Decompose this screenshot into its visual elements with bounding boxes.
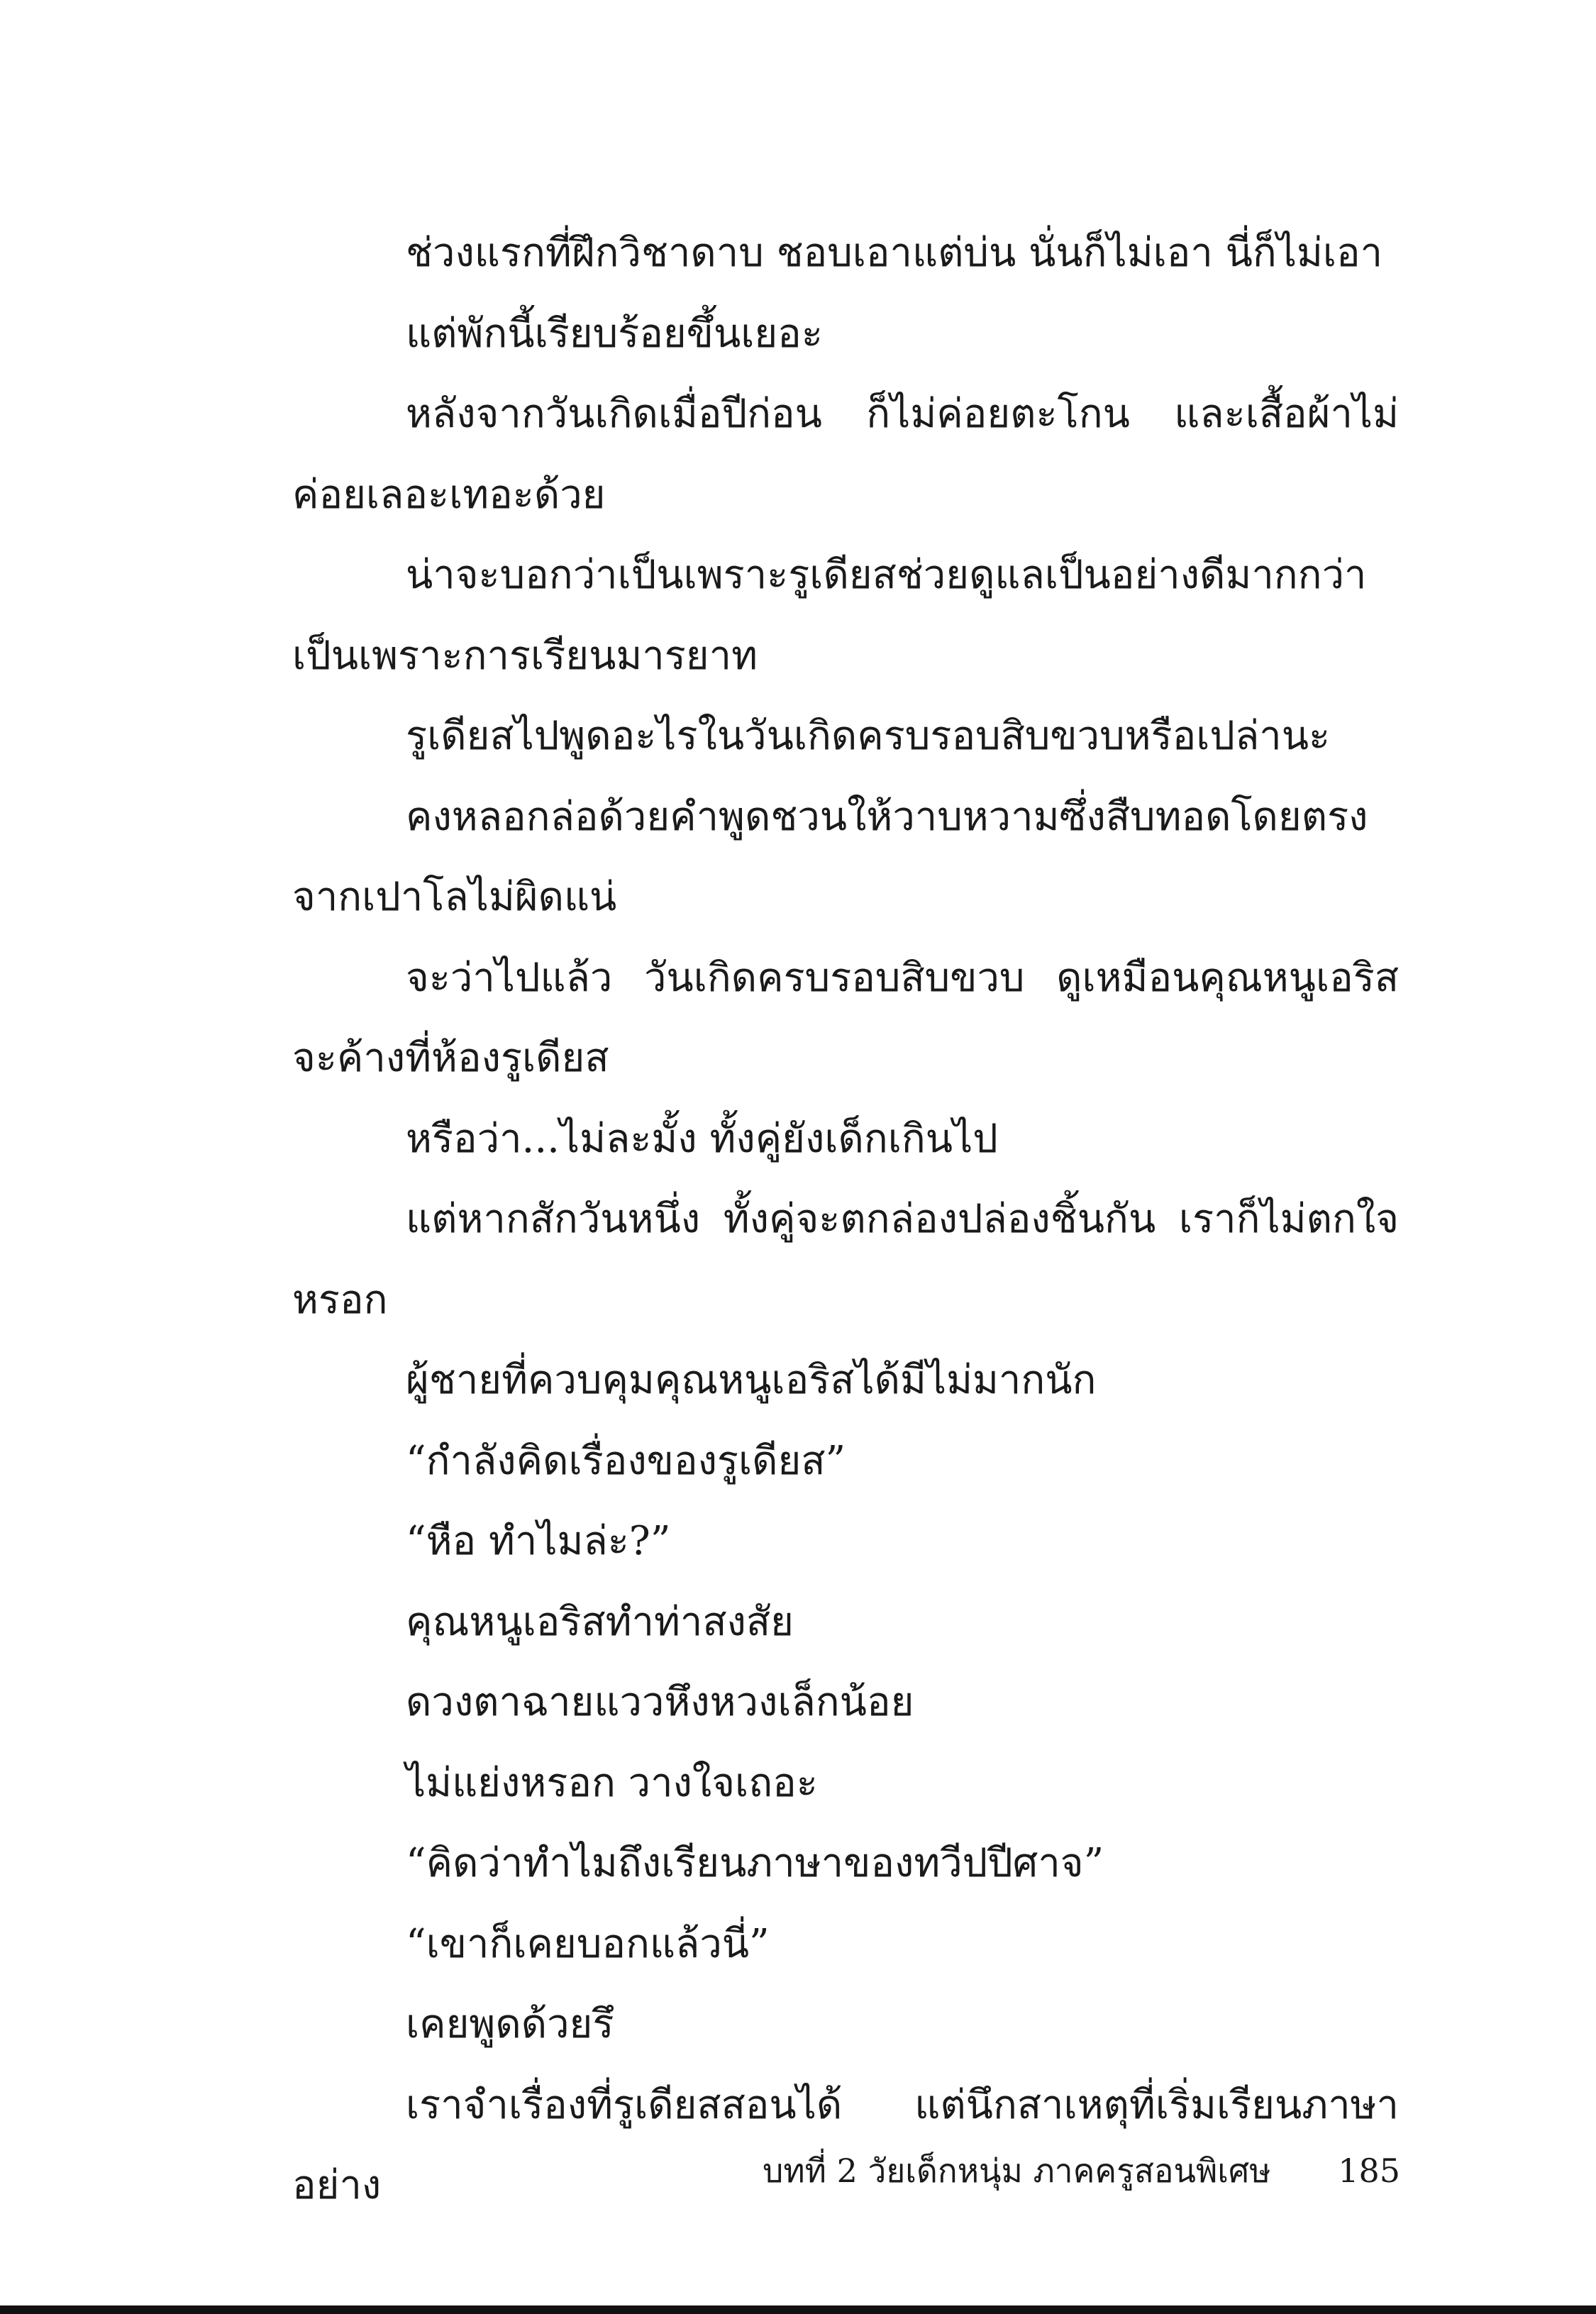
paragraph: น่าจะบอกว่าเป็นเพราะรูเดียสช่วยดูแลเป็นอย่างดีมากกว่าเป็นเพราะการเรียนมารยาท — [292, 552, 1367, 679]
running-chapter-title: บทที่ 2 วัยเด็กหนุ่ม ภาคครูสอนพิเศษ — [763, 2152, 1271, 2190]
dialogue-line: “หือ ทำไมล่ะ?” — [406, 1518, 671, 1564]
page-number: 185 — [1338, 2152, 1400, 2190]
paragraph: คุณหนูเอริสทำท่าสงสัย — [406, 1598, 794, 1645]
paragraph: หลังจากวันเกิดเมื่อปีก่อน ก็ไม่ค่อยตะโกน และเสื้อผ้าไม่ค่อยเลอะเทอะด้วย — [292, 391, 1399, 518]
dialogue-line: “เขาก็เคยบอกแล้วนี่” — [406, 1920, 770, 1967]
paragraph: หรือว่า...ไม่ละมั้ง ทั้งคู่ยังเด็กเกินไป — [406, 1115, 998, 1162]
page-footer — [763, 2149, 1400, 2192]
paragraph: จะว่าไปแล้ว วันเกิดครบรอบสิบขวบ ดูเหมือนคุณหนูเอริสจะค้างที่ห้องรูเดียส — [292, 954, 1399, 1081]
dialogue-line: “คิดว่าทำไมถึงเรียนภาษาของทวีปปีศาจ” — [406, 1840, 1104, 1886]
paragraph: แต่หากสักวันหนึ่ง ทั้งคู่จะตกล่องปล่องชิ้นกัน เราก็ไม่ตกใจหรอก — [292, 1196, 1399, 1323]
paragraph: เคยพูดด้วยรึ — [406, 2001, 614, 2047]
paragraph: เราจำเรื่องที่รูเดียสสอนได้ แต่นึกสาเหตุที่เริ่มเรียนภาษาอย่าง — [292, 2081, 1399, 2208]
paragraph: ดวงตาฉายแววหึงหวงเล็กน้อย — [406, 1679, 914, 1725]
paragraph: รูเดียสไปพูดอะไรในวันเกิดครบรอบสิบขวบหรือเปล่านะ — [406, 713, 1331, 759]
body-text — [292, 213, 1399, 2226]
dialogue-line: “กำลังคิดเรื่องของรูเดียส” — [406, 1437, 846, 1484]
bottom-edge-divider — [0, 2305, 1596, 2314]
paragraph: ช่วงแรกที่ฝึกวิชาดาบ ชอบเอาแต่บ่น นั่นก็ไม่เอา นี่ก็ไม่เอา — [406, 230, 1383, 276]
paragraph: ไม่แย่งหรอก วางใจเถอะ — [406, 1759, 818, 1806]
paragraph: แต่พักนี้เรียบร้อยขึ้นเยอะ — [406, 310, 823, 357]
paragraph: คงหลอกล่อด้วยคำพูดชวนให้วาบหวามซึ่งสืบทอดโดยตรงจากเปาโลไม่ผิดแน่ — [292, 793, 1368, 920]
paragraph: ผู้ชายที่ควบคุมคุณหนูเอริสได้มีไม่มากนัก — [406, 1357, 1097, 1403]
